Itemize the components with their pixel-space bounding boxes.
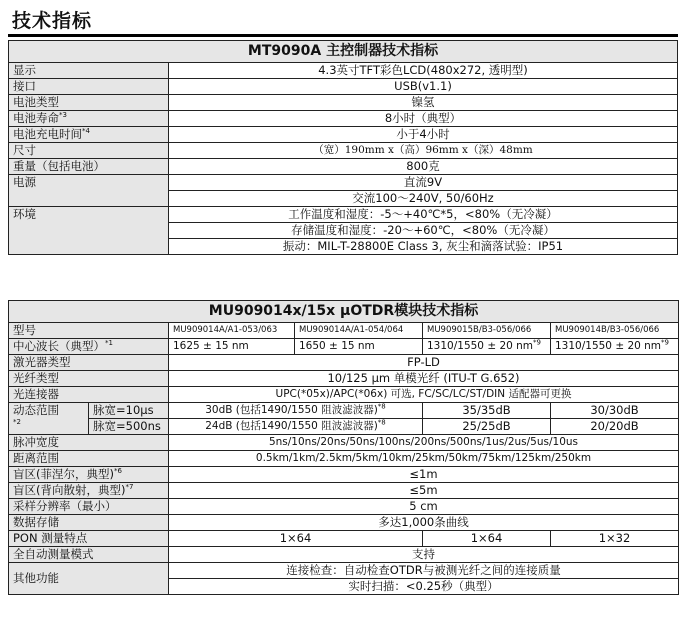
row-label: 型号 xyxy=(9,323,169,339)
range-cell xyxy=(169,403,423,419)
table-row xyxy=(9,207,678,223)
row-label: 电池充电时间 xyxy=(13,127,82,141)
footnote-ref: *9 xyxy=(533,338,542,347)
table-row xyxy=(9,499,679,515)
row-label: 盲区(菲涅尔，典型) xyxy=(13,467,114,481)
table-row xyxy=(9,159,678,175)
table-row xyxy=(9,355,679,371)
row-value: 8小时（典型） xyxy=(169,111,678,127)
row-value: 支持 xyxy=(169,547,679,563)
wavelength-cell: 1650 ± 15 nm xyxy=(295,339,423,355)
model-cell: MU909015B/B3-056/066 xyxy=(423,323,551,339)
footnote-ref: *9 xyxy=(661,338,670,347)
range-cell xyxy=(169,419,423,435)
range-value: 25/25dB xyxy=(423,419,551,435)
row-value: 工作温度和湿度：-5～+40℃*5，<80%（无冷凝） xyxy=(169,207,678,223)
row-label: 数据存储 xyxy=(9,515,169,531)
row-value: UPC(*05x)/APC(*06x) 可选, FC/SC/LC/ST/DIN 适配器可更换 xyxy=(169,387,679,403)
model-cell: MU909014A/A1-054/064 xyxy=(295,323,423,339)
row-value: FP-LD xyxy=(169,355,679,371)
row-label: 尺寸 xyxy=(9,143,169,159)
row-label: 接口 xyxy=(9,79,169,95)
row-value: （宽）190mm x（高）96mm x（深）48mm xyxy=(169,143,678,159)
row-label-cell xyxy=(9,111,169,127)
row-label: 其他功能 xyxy=(9,563,169,595)
wavelength-value: 1310/1550 ± 20 nm xyxy=(427,340,534,352)
footnote-ref: *3 xyxy=(59,111,67,120)
table-row xyxy=(9,483,679,499)
row-label: 环境 xyxy=(9,207,169,255)
row-value: 振动：MIL-T-28800E Class 3, 灰尘和滴落试验：IP51 xyxy=(169,239,678,255)
row-label: 电池类型 xyxy=(9,95,169,111)
row-label-cell xyxy=(9,403,89,435)
table-row xyxy=(9,531,679,547)
table-row xyxy=(9,323,679,339)
footnote-ref: *8 xyxy=(377,418,386,427)
row-value: 5ns/10ns/20ns/50ns/100ns/200ns/500ns/1us/2us/5us/10us xyxy=(169,435,679,451)
row-value: ≤1m xyxy=(169,467,679,483)
controller-table-title: MT9090A 主控制器技术指标 xyxy=(9,41,678,63)
footnote-ref: *7 xyxy=(125,483,134,492)
row-label: 动态范围 xyxy=(13,403,59,417)
wavelength-cell xyxy=(423,339,551,355)
sub-label: 脉宽=500ns xyxy=(89,419,169,435)
table-row xyxy=(9,563,679,579)
row-value: 镍氢 xyxy=(169,95,678,111)
heading-divider xyxy=(8,34,678,37)
row-label: 电源 xyxy=(9,175,169,207)
table-row xyxy=(9,547,679,563)
table-row xyxy=(9,63,678,79)
table-row xyxy=(9,339,679,355)
wavelength-cell: 1625 ± 15 nm xyxy=(169,339,295,355)
row-label: 显示 xyxy=(9,63,169,79)
wavelength-cell xyxy=(551,339,679,355)
table-row xyxy=(9,451,679,467)
table-row xyxy=(9,419,679,435)
range-value: 20/20dB xyxy=(551,419,679,435)
table-row xyxy=(9,403,679,419)
row-label: 脉冲宽度 xyxy=(9,435,169,451)
table-row xyxy=(9,111,678,127)
row-label: 盲区(背向散射，典型) xyxy=(13,483,126,497)
table-row xyxy=(9,95,678,111)
footnote-ref: *8 xyxy=(377,402,386,411)
row-label: 中心波长（典型） xyxy=(13,339,105,353)
row-label-cell xyxy=(9,483,169,499)
row-value: 交流100～240V, 50/60Hz xyxy=(169,191,678,207)
table-row xyxy=(9,435,679,451)
otdr-table-title: MU909014x/15x μOTDR模块技术指标 xyxy=(9,301,679,323)
row-label: 重量（包括电池） xyxy=(9,159,169,175)
sub-label: 脉宽=10μs xyxy=(89,403,169,419)
row-value: 直流9V xyxy=(169,175,678,191)
page-title: 技术指标 xyxy=(12,10,93,32)
row-value: 800克 xyxy=(169,159,678,175)
row-label: 采样分辨率（最小） xyxy=(9,499,169,515)
row-label: 激光器类型 xyxy=(9,355,169,371)
row-label-cell xyxy=(9,467,169,483)
table-row xyxy=(9,175,678,191)
row-label: 全自动测量模式 xyxy=(9,547,169,563)
table-row xyxy=(9,79,678,95)
model-cell: MU909014A/A1-053/063 xyxy=(169,323,295,339)
table-row xyxy=(9,371,679,387)
row-label-cell xyxy=(9,127,169,143)
model-cell: MU909014B/B3-056/066 xyxy=(551,323,679,339)
row-value: 10/125 μm 单模光纤 (ITU-T G.652) xyxy=(169,371,679,387)
row-label: 距离范围 xyxy=(9,451,169,467)
footnote-ref: *6 xyxy=(113,467,122,476)
row-value: 实时扫描：<0.25秒（典型） xyxy=(169,579,679,595)
table-row xyxy=(9,467,679,483)
footnote-ref: *1 xyxy=(105,339,113,348)
row-value: 小于4小时 xyxy=(169,127,678,143)
row-value: 多达1,000条曲线 xyxy=(169,515,679,531)
row-value: USB(v1.1) xyxy=(169,79,678,95)
wavelength-value: 1310/1550 ± 20 nm xyxy=(555,340,662,352)
row-label: PON 测量特点 xyxy=(9,531,169,547)
row-value: 5 cm xyxy=(169,499,679,515)
range-value: 35/35dB xyxy=(423,403,551,419)
row-value: 连接检查：自动检查OTDR与被测光纤之间的连接质量 xyxy=(169,563,679,579)
pon-value: 1×32 xyxy=(551,531,679,547)
row-value: 存储温度和湿度：-20～+60℃，<80%（无冷凝） xyxy=(169,223,678,239)
row-label: 光连接器 xyxy=(9,387,169,403)
table-row xyxy=(9,387,679,403)
row-value: ≤5m xyxy=(169,483,679,499)
footnote-ref: *2 xyxy=(13,418,21,427)
range-value: 30/30dB xyxy=(551,403,679,419)
range-value: 30dB (包括1490/1550 阻波滤波器) xyxy=(205,404,378,416)
row-value: 0.5km/1km/2.5km/5km/10km/25km/50km/75km/125km/250km xyxy=(169,451,679,467)
table-row xyxy=(9,515,679,531)
controller-spec-table xyxy=(8,40,678,255)
range-value: 24dB (包括1490/1550 阻波滤波器) xyxy=(205,420,378,432)
row-label-cell xyxy=(9,339,169,355)
footnote-ref: *4 xyxy=(82,127,90,136)
row-label: 电池寿命 xyxy=(13,111,59,125)
table-row xyxy=(9,143,678,159)
row-value: 4.3英寸TFT彩色LCD(480x272, 透明型) xyxy=(169,63,678,79)
pon-value: 1×64 xyxy=(423,531,551,547)
otdr-spec-table xyxy=(8,300,679,595)
table-row xyxy=(9,127,678,143)
pon-value: 1×64 xyxy=(169,531,423,547)
row-label: 光纤类型 xyxy=(9,371,169,387)
